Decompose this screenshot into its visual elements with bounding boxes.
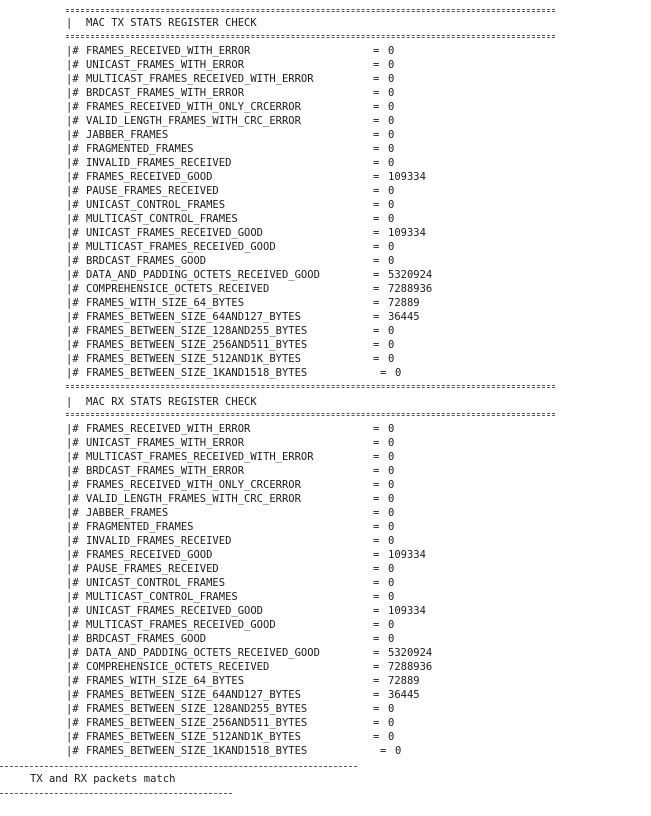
row-value: 0 bbox=[388, 45, 395, 57]
row-prefix: |# bbox=[66, 213, 79, 225]
row-value: 0 bbox=[395, 367, 402, 379]
row-equals: = bbox=[373, 549, 380, 561]
row-name: FRAMES_BETWEEN_SIZE_128AND255_BYTES bbox=[86, 325, 308, 337]
row-name: INVALID_FRAMES_RECEIVED bbox=[86, 535, 232, 547]
row-prefix: |# bbox=[66, 73, 79, 85]
row-equals: = bbox=[373, 101, 380, 113]
row-name: UNICAST_FRAMES_RECEIVED_GOOD bbox=[86, 605, 264, 617]
row-prefix: |# bbox=[66, 241, 79, 253]
row-prefix: |# bbox=[66, 157, 79, 169]
row-value: 0 bbox=[395, 745, 402, 757]
row-prefix: |# bbox=[66, 339, 79, 351]
match-result-message: TX and RX packets match bbox=[30, 773, 176, 785]
row-equals: = bbox=[373, 563, 380, 575]
row-name: FRAMES_RECEIVED_GOOD bbox=[86, 549, 213, 561]
row-prefix: |# bbox=[66, 675, 79, 687]
row-equals: = bbox=[373, 171, 380, 183]
row-equals: = bbox=[373, 717, 380, 729]
row-prefix: |# bbox=[66, 227, 79, 239]
row-value: 0 bbox=[388, 451, 395, 463]
row-value: 0 bbox=[388, 325, 395, 337]
row-value: 0 bbox=[388, 129, 395, 141]
row-equals: = bbox=[373, 325, 380, 337]
row-prefix: |# bbox=[66, 507, 79, 519]
row-name: BRDCAST_FRAMES_WITH_ERROR bbox=[86, 465, 245, 477]
row-prefix: |# bbox=[66, 563, 79, 575]
row-equals: = bbox=[373, 241, 380, 253]
row-name: MULTICAST_FRAMES_RECEIVED_WITH_ERROR bbox=[86, 73, 314, 85]
row-name: FRAMES_BETWEEN_SIZE_1KAND1518_BYTES bbox=[86, 367, 308, 379]
row-equals: = bbox=[373, 353, 380, 365]
row-value: 0 bbox=[388, 185, 395, 197]
row-value: 0 bbox=[388, 563, 395, 575]
row-name: FRAMES_BETWEEN_SIZE_128AND255_BYTES bbox=[86, 703, 308, 715]
row-value: 0 bbox=[388, 479, 395, 491]
row-value: 0 bbox=[388, 339, 395, 351]
row-name: FRAMES_BETWEEN_SIZE_256AND511_BYTES bbox=[86, 339, 308, 351]
row-value: 0 bbox=[388, 465, 395, 477]
row-prefix: |# bbox=[66, 255, 79, 267]
row-name: MULTICAST_FRAMES_RECEIVED_GOOD bbox=[86, 241, 276, 253]
row-equals: = bbox=[373, 619, 380, 631]
row-name: FRAMES_WITH_SIZE_64_BYTES bbox=[86, 675, 245, 687]
row-prefix: |# bbox=[66, 311, 79, 323]
row-equals: = bbox=[373, 633, 380, 645]
row-value: 0 bbox=[388, 115, 395, 127]
row-prefix: |# bbox=[66, 325, 79, 337]
row-value: 0 bbox=[388, 703, 395, 715]
row-name: MULTICAST_CONTROL_FRAMES bbox=[86, 591, 238, 603]
row-equals: = bbox=[380, 367, 387, 379]
row-equals: = bbox=[373, 157, 380, 169]
row-value: 5320924 bbox=[388, 269, 433, 281]
row-prefix: |# bbox=[66, 647, 79, 659]
row-value: 109334 bbox=[388, 227, 426, 239]
row-prefix: |# bbox=[66, 479, 79, 491]
row-prefix: |# bbox=[66, 437, 79, 449]
row-value: 7288936 bbox=[388, 283, 433, 295]
row-value: 0 bbox=[388, 213, 395, 225]
row-equals: = bbox=[373, 591, 380, 603]
row-prefix: |# bbox=[66, 185, 79, 197]
row-value: 0 bbox=[388, 717, 395, 729]
row-name: PAUSE_FRAMES_RECEIVED bbox=[86, 563, 219, 575]
row-name: FRAMES_BETWEEN_SIZE_512AND1K_BYTES bbox=[86, 353, 301, 365]
row-value: 109334 bbox=[388, 171, 426, 183]
row-equals: = bbox=[373, 451, 380, 463]
row-value: 0 bbox=[388, 507, 395, 519]
row-prefix: |# bbox=[66, 143, 79, 155]
row-name: UNICAST_FRAMES_WITH_ERROR bbox=[86, 59, 245, 71]
row-prefix: |# bbox=[66, 115, 79, 127]
row-name: FRAMES_WITH_SIZE_64_BYTES bbox=[86, 297, 245, 309]
row-prefix: |# bbox=[66, 171, 79, 183]
row-equals: = bbox=[373, 199, 380, 211]
row-equals: = bbox=[373, 255, 380, 267]
row-prefix: |# bbox=[66, 367, 79, 379]
row-name: FRAMES_RECEIVED_WITH_ONLY_CRCERROR bbox=[86, 101, 301, 113]
row-value: 36445 bbox=[388, 311, 420, 323]
row-value: 109334 bbox=[388, 549, 426, 561]
row-name: FRAMES_RECEIVED_WITH_ONLY_CRCERROR bbox=[86, 479, 301, 491]
header-bar: | bbox=[66, 17, 73, 29]
dashed-divider bbox=[0, 793, 232, 794]
row-value: 0 bbox=[388, 199, 395, 211]
row-prefix: |# bbox=[66, 745, 79, 757]
row-name: BRDCAST_FRAMES_GOOD bbox=[86, 633, 207, 645]
row-equals: = bbox=[373, 521, 380, 533]
row-equals: = bbox=[373, 143, 380, 155]
row-name: VALID_LENGTH_FRAMES_WITH_CRC_ERROR bbox=[86, 493, 301, 505]
row-equals: = bbox=[373, 283, 380, 295]
row-value: 72889 bbox=[388, 675, 420, 687]
row-prefix: |# bbox=[66, 59, 79, 71]
row-name: BRDCAST_FRAMES_WITH_ERROR bbox=[86, 87, 245, 99]
row-value: 0 bbox=[388, 521, 395, 533]
row-equals: = bbox=[373, 87, 380, 99]
row-value: 0 bbox=[388, 577, 395, 589]
row-equals: = bbox=[373, 311, 380, 323]
row-value: 0 bbox=[388, 59, 395, 71]
row-prefix: |# bbox=[66, 731, 79, 743]
row-prefix: |# bbox=[66, 199, 79, 211]
row-name: FRAGMENTED_FRAMES bbox=[86, 521, 194, 533]
row-equals: = bbox=[373, 703, 380, 715]
row-prefix: |# bbox=[66, 297, 79, 309]
row-value: 0 bbox=[388, 633, 395, 645]
row-equals: = bbox=[373, 731, 380, 743]
row-name: COMPREHENSICE_OCTETS_RECEIVED bbox=[86, 283, 270, 295]
row-name: FRAMES_BETWEEN_SIZE_256AND511_BYTES bbox=[86, 717, 308, 729]
row-prefix: |# bbox=[66, 521, 79, 533]
row-equals: = bbox=[373, 493, 380, 505]
row-equals: = bbox=[373, 437, 380, 449]
row-prefix: |# bbox=[66, 717, 79, 729]
row-value: 0 bbox=[388, 241, 395, 253]
row-value: 0 bbox=[388, 73, 395, 85]
row-name: DATA_AND_PADDING_OCTETS_RECEIVED_GOOD bbox=[86, 269, 320, 281]
row-equals: = bbox=[373, 45, 380, 57]
row-value: 0 bbox=[388, 423, 395, 435]
row-prefix: |# bbox=[66, 633, 79, 645]
row-name: COMPREHENSICE_OCTETS_RECEIVED bbox=[86, 661, 270, 673]
row-value: 0 bbox=[388, 619, 395, 631]
row-equals: = bbox=[373, 605, 380, 617]
row-value: 0 bbox=[388, 101, 395, 113]
row-prefix: |# bbox=[66, 87, 79, 99]
row-name: FRAMES_BETWEEN_SIZE_1KAND1518_BYTES bbox=[86, 745, 308, 757]
row-prefix: |# bbox=[66, 129, 79, 141]
row-equals: = bbox=[380, 745, 387, 757]
row-value: 0 bbox=[388, 437, 395, 449]
row-name: PAUSE_FRAMES_RECEIVED bbox=[86, 185, 219, 197]
header-bar: | bbox=[66, 396, 73, 408]
row-prefix: |# bbox=[66, 493, 79, 505]
row-equals: = bbox=[373, 339, 380, 351]
row-equals: = bbox=[373, 675, 380, 687]
row-name: MULTICAST_FRAMES_RECEIVED_WITH_ERROR bbox=[86, 451, 314, 463]
row-equals: = bbox=[373, 507, 380, 519]
row-name: VALID_LENGTH_FRAMES_WITH_CRC_ERROR bbox=[86, 115, 301, 127]
row-name: FRAMES_BETWEEN_SIZE_512AND1K_BYTES bbox=[86, 731, 301, 743]
row-value: 0 bbox=[388, 731, 395, 743]
row-prefix: |# bbox=[66, 269, 79, 281]
row-value: 0 bbox=[388, 143, 395, 155]
row-prefix: |# bbox=[66, 619, 79, 631]
row-name: FRAMES_RECEIVED_WITH_ERROR bbox=[86, 423, 251, 435]
row-prefix: |# bbox=[66, 353, 79, 365]
row-value: 0 bbox=[388, 87, 395, 99]
row-value: 0 bbox=[388, 353, 395, 365]
row-prefix: |# bbox=[66, 703, 79, 715]
row-prefix: |# bbox=[66, 465, 79, 477]
row-name: DATA_AND_PADDING_OCTETS_RECEIVED_GOOD bbox=[86, 647, 320, 659]
row-value: 72889 bbox=[388, 297, 420, 309]
row-prefix: |# bbox=[66, 661, 79, 673]
row-value: 0 bbox=[388, 493, 395, 505]
row-value: 0 bbox=[388, 591, 395, 603]
row-name: JABBER_FRAMES bbox=[86, 129, 169, 141]
row-prefix: |# bbox=[66, 451, 79, 463]
row-name: JABBER_FRAMES bbox=[86, 507, 169, 519]
row-value: 109334 bbox=[388, 605, 426, 617]
row-equals: = bbox=[373, 213, 380, 225]
row-equals: = bbox=[373, 577, 380, 589]
row-name: UNICAST_FRAMES_WITH_ERROR bbox=[86, 437, 245, 449]
row-prefix: |# bbox=[66, 535, 79, 547]
row-prefix: |# bbox=[66, 591, 79, 603]
row-prefix: |# bbox=[66, 101, 79, 113]
row-name: FRAMES_BETWEEN_SIZE_64AND127_BYTES bbox=[86, 311, 301, 323]
row-equals: = bbox=[373, 465, 380, 477]
row-equals: = bbox=[373, 535, 380, 547]
tx-section-title: MAC TX STATS REGISTER CHECK bbox=[86, 17, 257, 29]
row-equals: = bbox=[373, 661, 380, 673]
row-equals: = bbox=[373, 647, 380, 659]
row-equals: = bbox=[373, 423, 380, 435]
row-name: INVALID_FRAMES_RECEIVED bbox=[86, 157, 232, 169]
row-prefix: |# bbox=[66, 577, 79, 589]
row-name: MULTICAST_FRAMES_RECEIVED_GOOD bbox=[86, 619, 276, 631]
row-equals: = bbox=[373, 269, 380, 281]
row-prefix: |# bbox=[66, 423, 79, 435]
row-name: FRAMES_BETWEEN_SIZE_64AND127_BYTES bbox=[86, 689, 301, 701]
row-prefix: |# bbox=[66, 45, 79, 57]
row-name: UNICAST_CONTROL_FRAMES bbox=[86, 199, 226, 211]
row-equals: = bbox=[373, 59, 380, 71]
row-equals: = bbox=[373, 129, 380, 141]
row-value: 0 bbox=[388, 157, 395, 169]
row-name: FRAGMENTED_FRAMES bbox=[86, 143, 194, 155]
row-name: MULTICAST_CONTROL_FRAMES bbox=[86, 213, 238, 225]
row-name: UNICAST_FRAMES_RECEIVED_GOOD bbox=[86, 227, 264, 239]
row-value: 0 bbox=[388, 255, 395, 267]
row-name: UNICAST_CONTROL_FRAMES bbox=[86, 577, 226, 589]
row-name: BRDCAST_FRAMES_GOOD bbox=[86, 255, 207, 267]
row-equals: = bbox=[373, 115, 380, 127]
row-value: 0 bbox=[388, 535, 395, 547]
rx-section-title: MAC RX STATS REGISTER CHECK bbox=[86, 396, 257, 408]
row-prefix: |# bbox=[66, 605, 79, 617]
row-value: 7288936 bbox=[388, 661, 433, 673]
row-equals: = bbox=[373, 227, 380, 239]
row-name: FRAMES_RECEIVED_WITH_ERROR bbox=[86, 45, 251, 57]
row-equals: = bbox=[373, 689, 380, 701]
row-name: FRAMES_RECEIVED_GOOD bbox=[86, 171, 213, 183]
row-prefix: |# bbox=[66, 549, 79, 561]
row-equals: = bbox=[373, 185, 380, 197]
row-equals: = bbox=[373, 479, 380, 491]
row-equals: = bbox=[373, 297, 380, 309]
row-prefix: |# bbox=[66, 283, 79, 295]
row-value: 36445 bbox=[388, 689, 420, 701]
row-value: 5320924 bbox=[388, 647, 433, 659]
dashed-divider bbox=[0, 766, 357, 767]
row-prefix: |# bbox=[66, 689, 79, 701]
row-equals: = bbox=[373, 73, 380, 85]
